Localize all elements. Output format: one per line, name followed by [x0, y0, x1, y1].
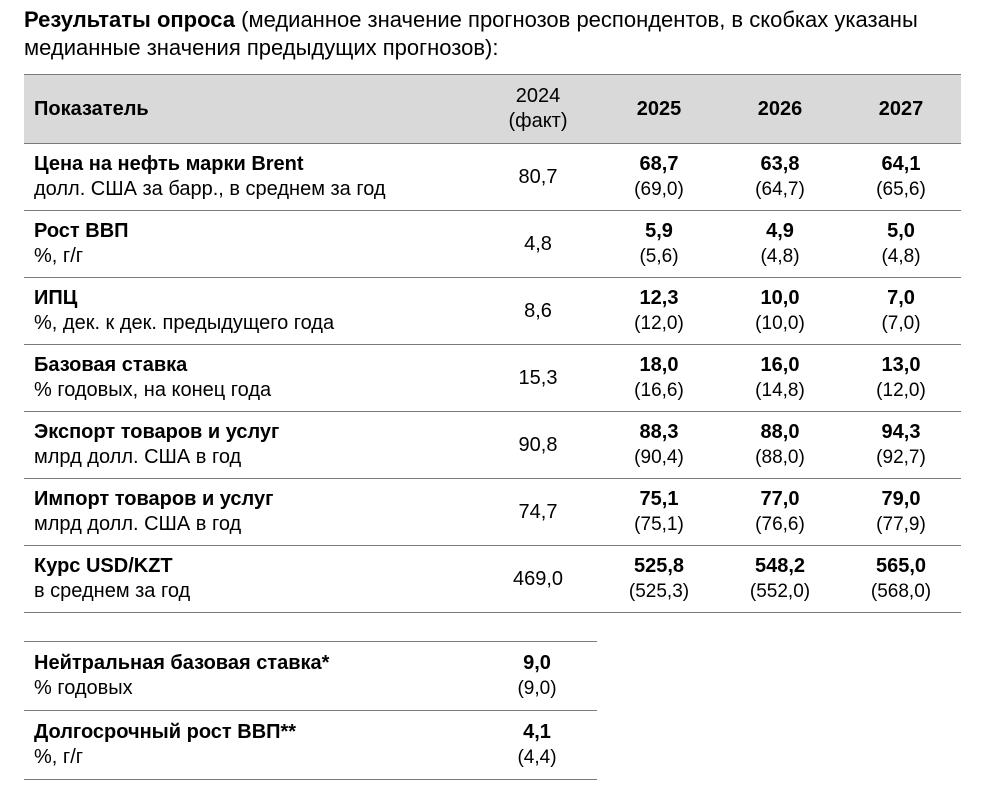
row-label	[24, 345, 477, 412]
forecast-2025	[599, 412, 719, 479]
forecast-2025	[599, 278, 719, 345]
indicator-name: Базовая ставка	[34, 354, 188, 376]
previous-forecast: (568,0)	[870, 581, 932, 602]
survey-results-table	[24, 74, 961, 613]
forecast-value: 12,3	[639, 287, 679, 309]
forecast-2027	[841, 278, 961, 345]
row-label	[24, 211, 477, 278]
long-term-estimates-table	[24, 641, 597, 780]
fact-2024-value: 8,6	[477, 278, 599, 345]
table-caption	[24, 6, 964, 62]
forecast-value: 18,0	[639, 354, 679, 376]
indicator-unit: % годовых, на конец года	[34, 379, 272, 401]
indicator-name: Цена на нефть марки Brent	[34, 153, 304, 175]
forecast-value: 75,1	[639, 488, 679, 510]
table-row	[24, 711, 597, 780]
previous-estimate: (9,0)	[517, 678, 557, 699]
forecast-value: 88,0	[760, 421, 800, 443]
previous-forecast: (88,0)	[755, 447, 805, 468]
forecast-2027	[841, 546, 961, 613]
previous-forecast: (64,7)	[755, 179, 805, 200]
indicator-name: Долгосрочный рост ВВП**	[34, 721, 297, 743]
table-row	[24, 278, 961, 345]
header-2027: 2027	[841, 75, 961, 144]
row-label	[24, 642, 477, 711]
forecast-value: 5,9	[645, 220, 673, 242]
forecast-2026	[719, 412, 841, 479]
table-row	[24, 479, 961, 546]
previous-forecast: (4,8)	[881, 246, 921, 267]
table-header-row	[24, 75, 961, 144]
indicator-name: Нейтральная базовая ставка*	[34, 652, 330, 674]
caption-description: (медианное значение прогнозов респондентов, в скобках указаны медианные значения предыдущих прогнозов):	[24, 7, 918, 60]
forecast-2025	[599, 211, 719, 278]
fact-2024-value: 80,7	[477, 144, 599, 211]
table-row	[24, 546, 961, 613]
table-row	[24, 412, 961, 479]
forecast-2027	[841, 211, 961, 278]
forecast-value: 13,0	[881, 354, 921, 376]
previous-forecast: (14,8)	[755, 380, 805, 401]
header-fact-year: 2024	[515, 85, 561, 107]
indicator-unit: %, г/г	[34, 746, 84, 768]
previous-forecast: (65,6)	[876, 179, 926, 200]
forecast-value: 548,2	[754, 555, 806, 577]
forecast-2027	[841, 345, 961, 412]
previous-forecast: (16,6)	[634, 380, 684, 401]
forecast-value: 525,8	[633, 555, 685, 577]
header-2025: 2025	[599, 75, 719, 144]
header-2024-fact	[477, 75, 599, 144]
row-label	[24, 412, 477, 479]
row-label	[24, 546, 477, 613]
header-2026: 2026	[719, 75, 841, 144]
row-label	[24, 278, 477, 345]
indicator-name: Импорт товаров и услуг	[34, 488, 274, 510]
forecast-value: 77,0	[760, 488, 800, 510]
indicator-name: Экспорт товаров и услуг	[34, 421, 280, 443]
indicator-unit: %, г/г	[34, 245, 84, 267]
forecast-2027	[841, 412, 961, 479]
fact-2024-value: 15,3	[477, 345, 599, 412]
fact-2024-value: 4,8	[477, 211, 599, 278]
forecast-2025	[599, 345, 719, 412]
forecast-2025	[599, 546, 719, 613]
estimate-cell	[477, 711, 597, 780]
table-row	[24, 345, 961, 412]
previous-forecast: (75,1)	[634, 514, 684, 535]
forecast-2025	[599, 479, 719, 546]
forecast-value: 5,0	[887, 220, 915, 242]
forecast-value: 64,1	[881, 153, 921, 175]
fact-2024-value: 90,8	[477, 412, 599, 479]
previous-forecast: (7,0)	[881, 313, 921, 334]
estimate-cell	[477, 642, 597, 711]
forecast-2026	[719, 144, 841, 211]
forecast-2027	[841, 144, 961, 211]
forecast-value: 4,9	[766, 220, 794, 242]
row-label	[24, 479, 477, 546]
indicator-unit: %, дек. к дек. предыдущего года	[34, 312, 335, 334]
forecast-value: 94,3	[881, 421, 921, 443]
forecast-value: 63,8	[760, 153, 800, 175]
indicator-unit: долл. США за барр., в среднем за год	[34, 178, 386, 200]
indicator-name: Курс USD/KZT	[34, 555, 173, 577]
forecast-2026	[719, 345, 841, 412]
fact-2024-value: 469,0	[477, 546, 599, 613]
previous-forecast: (92,7)	[876, 447, 926, 468]
previous-forecast: (525,3)	[628, 581, 690, 602]
forecast-2027	[841, 479, 961, 546]
indicator-unit: в среднем за год	[34, 580, 191, 602]
previous-forecast: (4,8)	[760, 246, 800, 267]
forecast-value: 68,7	[639, 153, 679, 175]
row-label	[24, 144, 477, 211]
forecast-value: 16,0	[760, 354, 800, 376]
previous-forecast: (12,0)	[876, 380, 926, 401]
header-indicator: Показатель	[24, 75, 477, 144]
forecast-2026	[719, 546, 841, 613]
indicator-name: Рост ВВП	[34, 220, 129, 242]
forecast-value: 7,0	[887, 287, 915, 309]
forecast-2025	[599, 144, 719, 211]
forecast-value: 88,3	[639, 421, 679, 443]
forecast-value: 565,0	[875, 555, 927, 577]
estimate-value: 4,1	[523, 721, 551, 743]
fact-2024-value: 74,7	[477, 479, 599, 546]
forecast-2026	[719, 479, 841, 546]
previous-forecast: (90,4)	[634, 447, 684, 468]
table-row	[24, 144, 961, 211]
previous-forecast: (69,0)	[634, 179, 684, 200]
previous-forecast: (10,0)	[755, 313, 805, 334]
table-row	[24, 211, 961, 278]
previous-forecast: (77,9)	[876, 514, 926, 535]
previous-forecast: (5,6)	[639, 246, 679, 267]
indicator-unit: % годовых	[34, 677, 133, 699]
forecast-2026	[719, 278, 841, 345]
indicator-name: ИПЦ	[34, 287, 78, 309]
previous-estimate: (4,4)	[517, 747, 557, 768]
header-fact-note: (факт)	[508, 110, 568, 132]
caption-title: Результаты опроса	[24, 7, 235, 32]
forecast-value: 79,0	[881, 488, 921, 510]
table-row	[24, 642, 597, 711]
row-label	[24, 711, 477, 780]
previous-forecast: (552,0)	[749, 581, 811, 602]
indicator-unit: млрд долл. США в год	[34, 513, 242, 535]
previous-forecast: (12,0)	[634, 313, 684, 334]
previous-forecast: (76,6)	[755, 514, 805, 535]
estimate-value: 9,0	[523, 652, 551, 674]
indicator-unit: млрд долл. США в год	[34, 446, 242, 468]
forecast-value: 10,0	[760, 287, 800, 309]
forecast-2026	[719, 211, 841, 278]
